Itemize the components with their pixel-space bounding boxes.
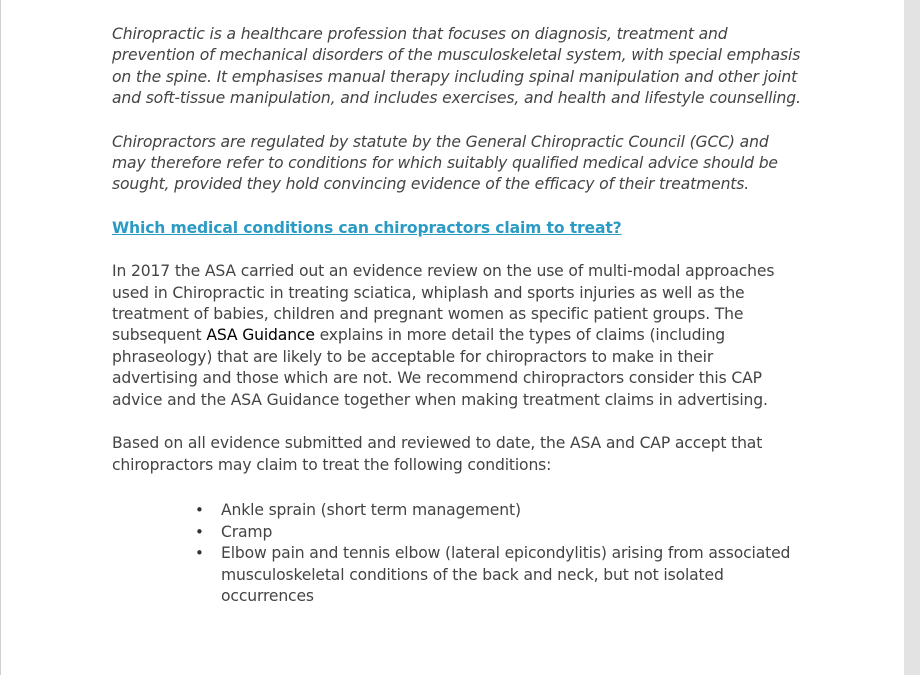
list-item: • Elbow pain and tennis elbow (lateral epicondylitis) arising from associated musculoskeletal conditions of the back and neck, but not isolated occurrences (221, 543, 802, 608)
section-heading-link[interactable]: Which medical conditions can chiropractors claim to treat? (112, 218, 622, 237)
list-item: • Ankle sprain (short term management) (221, 500, 802, 522)
conditions-list (112, 500, 802, 608)
evidence-review-text-start: In 2017 the ASA carried out an evidence review on the use of multi-modal approaches used in Chiropractic in treating sciatica, whiplash and sports injuries as well as the treatment of babies, children and pregnant women as specific patient groups. The subsequent (112, 262, 775, 345)
evidence-review-text-end: explains in more detail the types of claims (including phraseology) that are likely to be acceptable for chiropractors to make in their advertising and those which are not. We recommend chiropractors consider this CAP advice and the ASA Guidance together when making treatment claims in advertising. (112, 326, 768, 409)
document-content (112, 24, 802, 608)
accepted-conditions-intro: Based on all evidence submitted and reviewed to date, the ASA and CAP accept that chiropractors may claim to treat the following conditions: (112, 434, 763, 474)
asa-guidance-link[interactable]: ASA Guidance (206, 326, 315, 345)
intro-paragraph-1: Chiropractic is a healthcare profession that focuses on diagnosis, treatment and prevention of mechanical disorders of the musculoskeletal system, with special emphasis on the spine. It emphasises manual therapy including spinal manipulation and other joint and soft-tissue manipulation, and includes exercises, and health and lifestyle counselling. (112, 25, 801, 108)
scrollbar-track[interactable] (904, 0, 920, 675)
evidence-review-paragraph (112, 261, 802, 411)
list-item: • Cramp (221, 522, 802, 544)
intro-paragraph-2: Chiropractors are regulated by statute by the General Chiropractic Council (GCC) and may therefore refer to conditions for which suitably qualified medical advice should be sought, provided they hold convincing evidence of the efficacy of their treatments. (112, 132, 778, 194)
